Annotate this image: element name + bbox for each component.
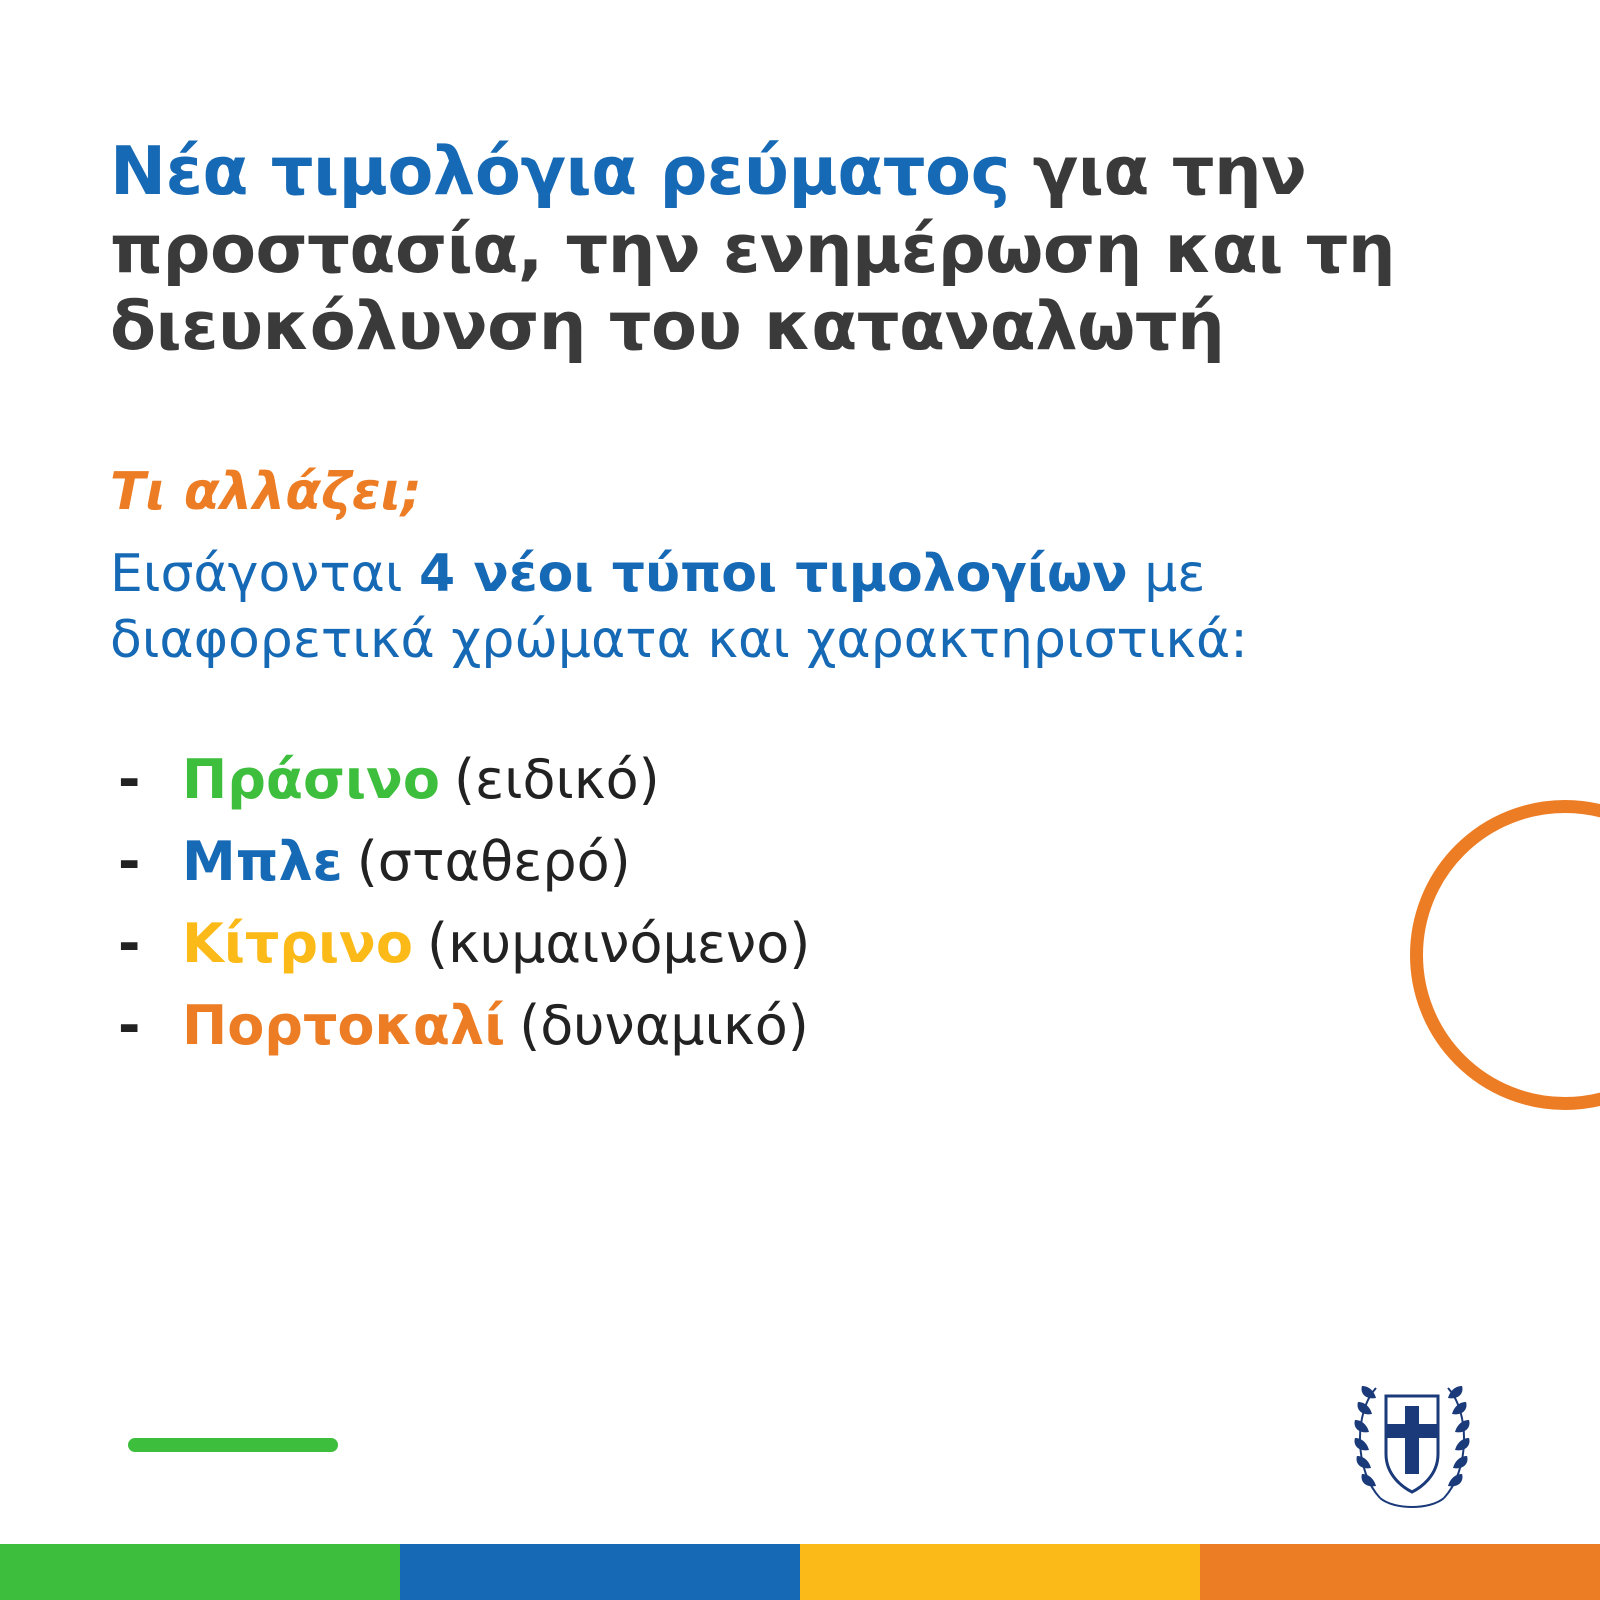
bullet-dash: - [118, 748, 141, 812]
tariff-name-green: Πράσινο [182, 748, 440, 812]
list-item [110, 821, 1490, 903]
footer-color-bar [0, 1544, 1600, 1600]
bullet-dash: - [118, 830, 141, 894]
list-item [110, 739, 1490, 821]
page-title [110, 133, 1490, 366]
tariff-name-yellow: Κίτρινο [182, 912, 413, 976]
section-intro [110, 542, 1450, 673]
footer-swatch-green [0, 1544, 400, 1600]
tariff-name-blue: Μπλε [182, 830, 343, 894]
intro-bold: 4 νέοι τύποι τιμολογίων [419, 544, 1128, 605]
tariff-list [110, 739, 1490, 1067]
tariff-name-orange: Πορτοκαλί [182, 994, 506, 1058]
footer-swatch-orange [1200, 1544, 1600, 1600]
greek-government-emblem-icon [1342, 1362, 1482, 1522]
footer-swatch-yellow [800, 1544, 1200, 1600]
headline-highlight: Νέα τιμολόγια ρεύματος [110, 131, 1010, 210]
intro-before: Εισάγονται [110, 544, 420, 605]
list-item [110, 985, 1490, 1067]
tariff-desc-yellow: (κυμαινόμενο) [426, 912, 811, 976]
tariff-desc-blue: (σταθερό) [356, 830, 631, 894]
intro-after: με διαφορετικά χρώματα και χαρακτηριστικά: [110, 544, 1248, 670]
tariff-desc-green: (ειδικό) [453, 748, 660, 812]
list-item [110, 903, 1490, 985]
bullet-dash: - [118, 912, 141, 976]
tariff-desc-orange: (δυναμικό) [519, 994, 809, 1058]
headline-rest: για την προστασία, την ενημέρωση και τη διευκόλυνση του καταναλωτή [110, 131, 1396, 366]
bullet-dash: - [118, 994, 141, 1058]
green-divider-rule [128, 1438, 338, 1452]
footer-swatch-blue [400, 1544, 800, 1600]
section-question: Τι αλλάζει; [110, 462, 422, 523]
